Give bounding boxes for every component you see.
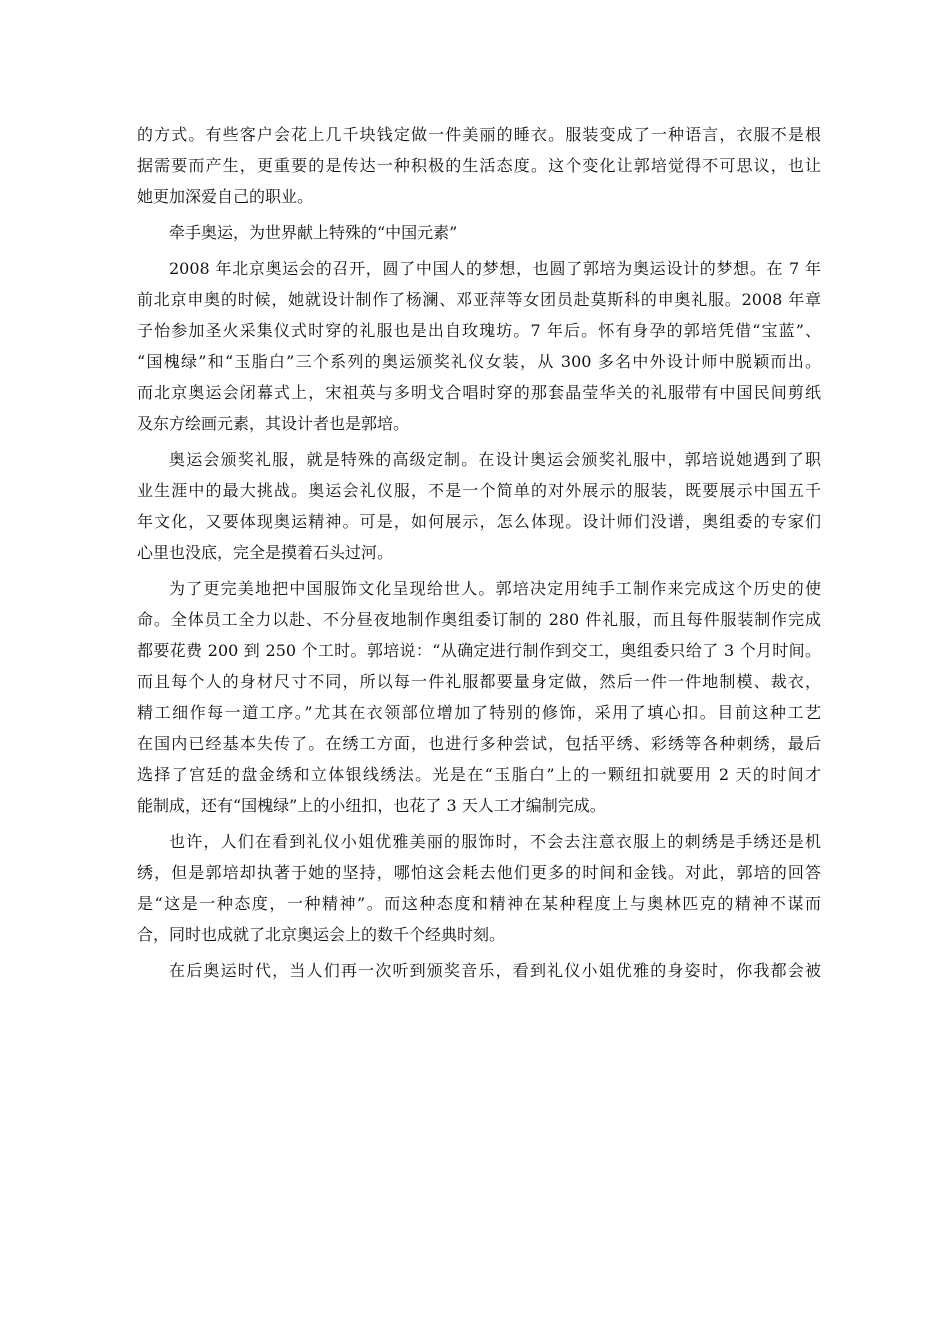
paragraph-handmade-craft bbox=[137, 573, 821, 821]
text-line: 子怡参加圣火采集仪式时穿的礼服也是出自玫瑰坊。7 年后。怀有身孕的郭培凭借“宝蓝”、 bbox=[137, 321, 821, 340]
text-line: 也许，人们在看到礼仪小姐优雅美丽的服饰时，不会去注意衣服上的刺绣是手绣还是机 bbox=[169, 832, 821, 851]
text-line: 年文化，又要体现奥运精神。可是，如何展示，怎么体现。设计师们没谱，奥组委的专家们 bbox=[137, 512, 821, 531]
text-line: 在国内已经基本失传了。在绣工方面，也进行多种尝试，包括平绣、彩绣等各种刺绣，最后 bbox=[137, 734, 821, 753]
paragraph-post-olympics bbox=[137, 955, 821, 986]
text-line: 选择了宫廷的盘金绣和立体银线绣法。光是在“玉脂白”上的一颗纽扣就要用 2 天的时间才 bbox=[137, 765, 821, 784]
text-line: 合，同时也成就了北京奥运会上的数千个经典时刻。 bbox=[137, 925, 506, 944]
text-line: 她更加深爱自己的职业。 bbox=[137, 187, 314, 206]
text-line: 而且每个人的身材尺寸不同，所以每一件礼服都要量身定做，然后一件一件地制模、裁衣， bbox=[137, 672, 821, 691]
text-line: 奥运会颁奖礼服，就是特殊的高级定制。在设计奥运会颁奖礼服中，郭培说她遇到了职 bbox=[169, 450, 821, 469]
text-line: 及东方绘画元素，其设计者也是郭培。 bbox=[137, 414, 410, 433]
text-line: 能制成，还有“国槐绿”上的小纽扣，也花了 3 天人工才编制完成。 bbox=[137, 796, 606, 815]
text-line: 命。全体员工全力以赴、不分昼夜地制作奥组委订制的 280 件礼服，而且每件服装制作完成 bbox=[137, 610, 821, 629]
text-line: 绣，但是郭培却执著于她的坚持，哪怕这会耗去他们更多的时间和金钱。对此，郭培的回答 bbox=[137, 863, 821, 882]
text-line: 2008 年北京奥运会的召开，圆了中国人的梦想，也圆了郭培为奥运设计的梦想。在 7 年 bbox=[169, 259, 821, 278]
text-line: 业生涯中的最大挑战。奥运会礼仪服，不是一个简单的对外展示的服装，既要展示中国五千 bbox=[137, 481, 821, 500]
paragraph-attitude-spirit bbox=[137, 826, 821, 950]
paragraph-olympics-2008 bbox=[137, 253, 821, 439]
text-line: 为了更完美地把中国服饰文化呈现给世人。郭培决定用纯手工制作来完成这个历史的使 bbox=[169, 579, 821, 598]
article-body bbox=[137, 119, 821, 991]
text-line: 都要花费 200 到 250 个工时。郭培说：“从确定进行制作到交工，奥组委只给了 3 个月时间。 bbox=[137, 641, 821, 660]
text-line: 在后奥运时代，当人们再一次听到颁奖音乐，看到礼仪小姐优雅的身姿时，你我都会被 bbox=[169, 961, 821, 980]
section-heading-olympics bbox=[137, 217, 821, 248]
text-line: 而北京奥运会闭幕式上，宋祖英与多明戈合唱时穿的那套晶莹华关的礼服带有中国民间剪纸 bbox=[137, 383, 821, 402]
text-line: 是“这是一种态度，一种精神”。而这种态度和精神在某种程度上与奥林匹克的精神不谋而 bbox=[137, 894, 821, 913]
text-line: 心里也没底，完全是摸着石头过河。 bbox=[137, 543, 394, 562]
text-line: 精工细作每一道工序。”尤其在衣领部位增加了特别的修饰，采用了填心扣。目前这种工艺 bbox=[137, 703, 821, 722]
text-line: 据需要而产生，更重要的是传达一种积极的生活态度。这个变化让郭培觉得不可思议，也让 bbox=[137, 156, 821, 175]
text-line: 的方式。有些客户会花上几千块钱定做一件美丽的睡衣。服装变成了一种语言，衣服不是根 bbox=[137, 125, 821, 144]
text-line: 前北京申奥的时候，她就设计制作了杨澜、邓亚萍等女团员赴莫斯科的申奥礼服。2008 年章 bbox=[137, 290, 821, 309]
section-heading-text: 牵手奥运，为世界献上特殊的“中国元素” bbox=[169, 223, 458, 242]
text-line: “国槐绿”和“玉脂白”三个系列的奥运颁奖礼仪女装，从 300 多名中外设计师中脱颖而出。 bbox=[137, 352, 821, 371]
paragraph-award-dress-challenge bbox=[137, 444, 821, 568]
paragraph-intro-continuation bbox=[137, 119, 821, 212]
